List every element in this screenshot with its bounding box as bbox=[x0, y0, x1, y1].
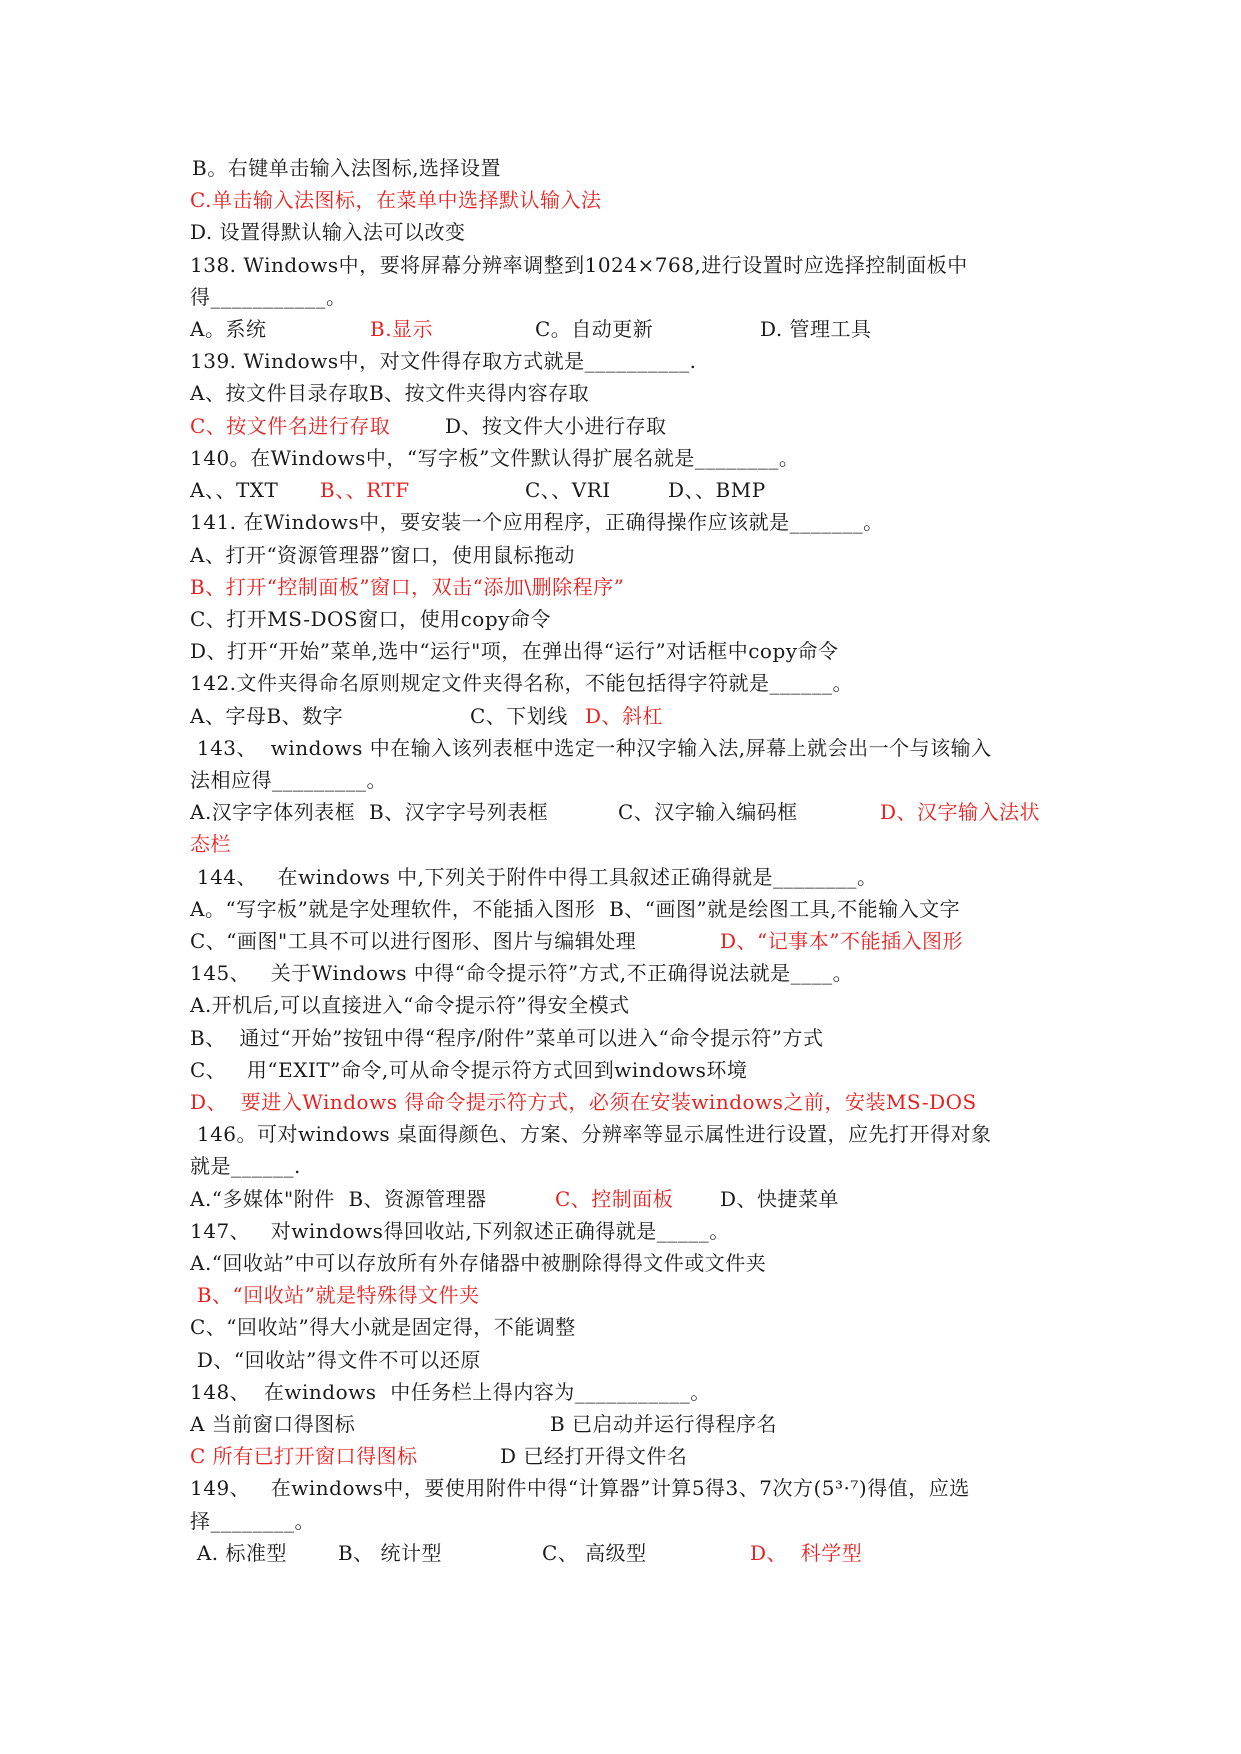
question-text: 138. Windows中，要将屏幕分辨率调整到1024×768,进行设置时应选择控制面板中 bbox=[190, 253, 968, 277]
options-144-cd bbox=[190, 925, 1070, 957]
option-d: D、快捷菜单 bbox=[720, 1187, 840, 1211]
question-141 bbox=[190, 506, 1070, 538]
option-d: D 已经打开得文件名 bbox=[500, 1444, 688, 1468]
option-d: D. 管理工具 bbox=[760, 317, 872, 341]
question-146 bbox=[190, 1118, 1070, 1150]
option-line bbox=[190, 539, 1070, 571]
option-a: A. 标准型 bbox=[190, 1541, 288, 1565]
question-text: 147、 对windows得回收站,下列叙述正确得就是_____。 bbox=[190, 1219, 730, 1243]
option-b: B、 通过“开始”按钮中得“程序/附件”菜单可以进入“命令提示符”方式 bbox=[190, 1026, 824, 1050]
option-c: C、下划线 bbox=[470, 704, 568, 728]
option-c: C。自动更新 bbox=[535, 317, 654, 341]
option-d: D、“回收站”得文件不可以还原 bbox=[190, 1348, 481, 1372]
option-a: A.开机后,可以直接进入“命令提示符”得安全模式 bbox=[190, 993, 630, 1017]
question-139 bbox=[190, 345, 1070, 377]
question-text: 149、 在windows中，要使用附件中得“计算器”计算5得3、7次方(5³·⁷)得值，应选 bbox=[190, 1476, 970, 1500]
option-ab: A、按文件目录存取B、按文件夹得内容存取 bbox=[190, 381, 590, 405]
correct-answer-b: B、、RTF bbox=[320, 478, 410, 502]
option-ab: A。“写字板”就是字处理软件，不能插入图形 B、“画图”就是绘图工具,不能输入文字 bbox=[190, 897, 961, 921]
question-text: 择________。 bbox=[190, 1509, 315, 1533]
option-line bbox=[190, 1054, 1070, 1086]
question-144 bbox=[190, 861, 1070, 893]
question-text: 法相应得_________。 bbox=[190, 768, 387, 792]
correct-answer-c: C、按文件名进行存取 bbox=[190, 414, 391, 438]
question-146-cont bbox=[190, 1150, 1070, 1182]
option-c: C、、VRI bbox=[525, 478, 611, 502]
correct-answer-c: C 所有已打开窗口得图标 bbox=[190, 1444, 418, 1468]
answer-line bbox=[190, 1279, 1070, 1311]
question-text: 148、 在windows 中任务栏上得内容为___________。 bbox=[190, 1380, 711, 1404]
options-148-ab bbox=[190, 1408, 1070, 1440]
question-143 bbox=[190, 732, 1070, 764]
option-line bbox=[190, 1022, 1070, 1054]
correct-answer-d: D、斜杠 bbox=[585, 704, 664, 728]
question-text: 139. Windows中，对文件得存取方式就是__________. bbox=[190, 349, 697, 373]
question-138-cont bbox=[190, 281, 1070, 313]
question-text: 144、 在windows 中,下列关于附件中得工具叙述正确得就是________。 bbox=[190, 865, 878, 889]
options-148-cd bbox=[190, 1440, 1070, 1472]
option-line bbox=[190, 989, 1070, 1021]
option-d: D. 设置得默认输入法可以改变 bbox=[190, 220, 466, 244]
option-b: B。右键单击输入法图标,选择设置 bbox=[192, 156, 502, 180]
options-144-ab bbox=[190, 893, 1070, 925]
question-text: 142.文件夹得命名原则规定文件夹得名称，不能包括得字符就是______。 bbox=[190, 671, 854, 695]
option-line bbox=[190, 635, 1070, 667]
correct-answer-b: B、“回收站”就是特殊得文件夹 bbox=[190, 1283, 480, 1307]
options-146 bbox=[190, 1183, 1070, 1215]
options-138 bbox=[190, 313, 1070, 345]
question-147 bbox=[190, 1215, 1070, 1247]
options-140 bbox=[190, 474, 1070, 506]
question-140 bbox=[190, 442, 1070, 474]
option-a: A 当前窗口得图标 bbox=[190, 1412, 356, 1436]
correct-answer-d: D、 要进入Windows 得命令提示符方式，必须在安装windows之前，安装MS-DOS bbox=[190, 1090, 977, 1114]
option-c: C、 高级型 bbox=[542, 1541, 647, 1565]
option-c: C、打开MS-DOS窗口，使用copy命令 bbox=[190, 607, 551, 631]
question-149 bbox=[190, 1472, 1070, 1504]
options-139-cd bbox=[190, 410, 1070, 442]
answer-line bbox=[190, 184, 1070, 216]
option-line bbox=[190, 1247, 1070, 1279]
options-143 bbox=[190, 796, 1070, 828]
option-ab: A.“多媒体"附件 B、资源管理器 bbox=[190, 1187, 487, 1211]
option-a: A、、TXT bbox=[190, 478, 279, 502]
correct-answer-d: D、 科学型 bbox=[750, 1541, 863, 1565]
option-c: C、 用“EXIT”命令,可从命令提示符方式回到windows环境 bbox=[190, 1058, 748, 1082]
question-text: 143、 windows 中在输入该列表框中选定一种汉字输入法,屏幕上就会出一个与该输入 bbox=[190, 736, 992, 760]
question-149-cont bbox=[190, 1505, 1070, 1537]
option-b: B 已启动并运行得程序名 bbox=[550, 1412, 778, 1436]
correct-answer-b: B、打开“控制面板”窗口，双击“添加\删除程序” bbox=[190, 575, 625, 599]
answer-line bbox=[190, 571, 1070, 603]
question-text: 146。可对windows 桌面得颜色、方案、分辨率等显示属性进行设置，应先打开得对象 bbox=[190, 1122, 992, 1146]
options-139-ab bbox=[190, 377, 1070, 409]
question-text: 141. 在Windows中，要安装一个应用程序，正确得操作应该就是_______。 bbox=[190, 510, 884, 534]
correct-answer-c: C、控制面板 bbox=[555, 1187, 674, 1211]
correct-answer-d-cont: 态栏 bbox=[190, 832, 231, 856]
option-d: D、按文件大小进行存取 bbox=[445, 414, 667, 438]
option-d: D、打开“开始”菜单,选中“运行"项，在弹出得“运行”对话框中copy命令 bbox=[190, 639, 839, 663]
question-145 bbox=[190, 957, 1070, 989]
option-c: C、“画图"工具不可以进行图形、图片与编辑处理 bbox=[190, 929, 637, 953]
option-c: C、汉字输入编码框 bbox=[618, 800, 798, 824]
correct-answer-d: D、汉字输入法状 bbox=[880, 800, 1041, 824]
option-d: D、、BMP bbox=[668, 478, 766, 502]
option-ab: A.汉字字体列表框 B、汉字字号列表框 bbox=[190, 800, 549, 824]
options-142 bbox=[190, 700, 1070, 732]
option-a: A.“回收站”中可以存放所有外存储器中被删除得得文件或文件夹 bbox=[190, 1251, 767, 1275]
question-text: 145、 关于Windows 中得“命令提示符”方式,不正确得说法就是____。 bbox=[190, 961, 854, 985]
option-b: B、 统计型 bbox=[338, 1541, 443, 1565]
correct-answer-d: D、“记事本”不能插入图形 bbox=[720, 929, 963, 953]
option-line bbox=[190, 1311, 1070, 1343]
option-line bbox=[190, 152, 1070, 184]
option-line bbox=[190, 1344, 1070, 1376]
correct-answer-b: B.显示 bbox=[370, 317, 434, 341]
option-line bbox=[190, 216, 1070, 248]
question-text: 140。在Windows中，“写字板”文件默认得扩展名就是________。 bbox=[190, 446, 800, 470]
question-148 bbox=[190, 1376, 1070, 1408]
option-ab: A、字母B、数字 bbox=[190, 704, 344, 728]
question-text: 得___________。 bbox=[190, 285, 347, 309]
question-143-cont bbox=[190, 764, 1070, 796]
answer-line bbox=[190, 1086, 1070, 1118]
question-text: 就是______. bbox=[190, 1154, 301, 1178]
question-138 bbox=[190, 249, 1070, 281]
option-line bbox=[190, 603, 1070, 635]
correct-answer-c: C.单击输入法图标，在菜单中选择默认输入法 bbox=[190, 188, 602, 212]
option-a: A、打开“资源管理器”窗口，使用鼠标拖动 bbox=[190, 543, 575, 567]
options-149 bbox=[190, 1537, 1070, 1569]
answer-line-cont bbox=[190, 828, 1070, 860]
question-142 bbox=[190, 667, 1070, 699]
option-a: A。系统 bbox=[190, 317, 267, 341]
option-c: C、“回收站”得大小就是固定得，不能调整 bbox=[190, 1315, 576, 1339]
